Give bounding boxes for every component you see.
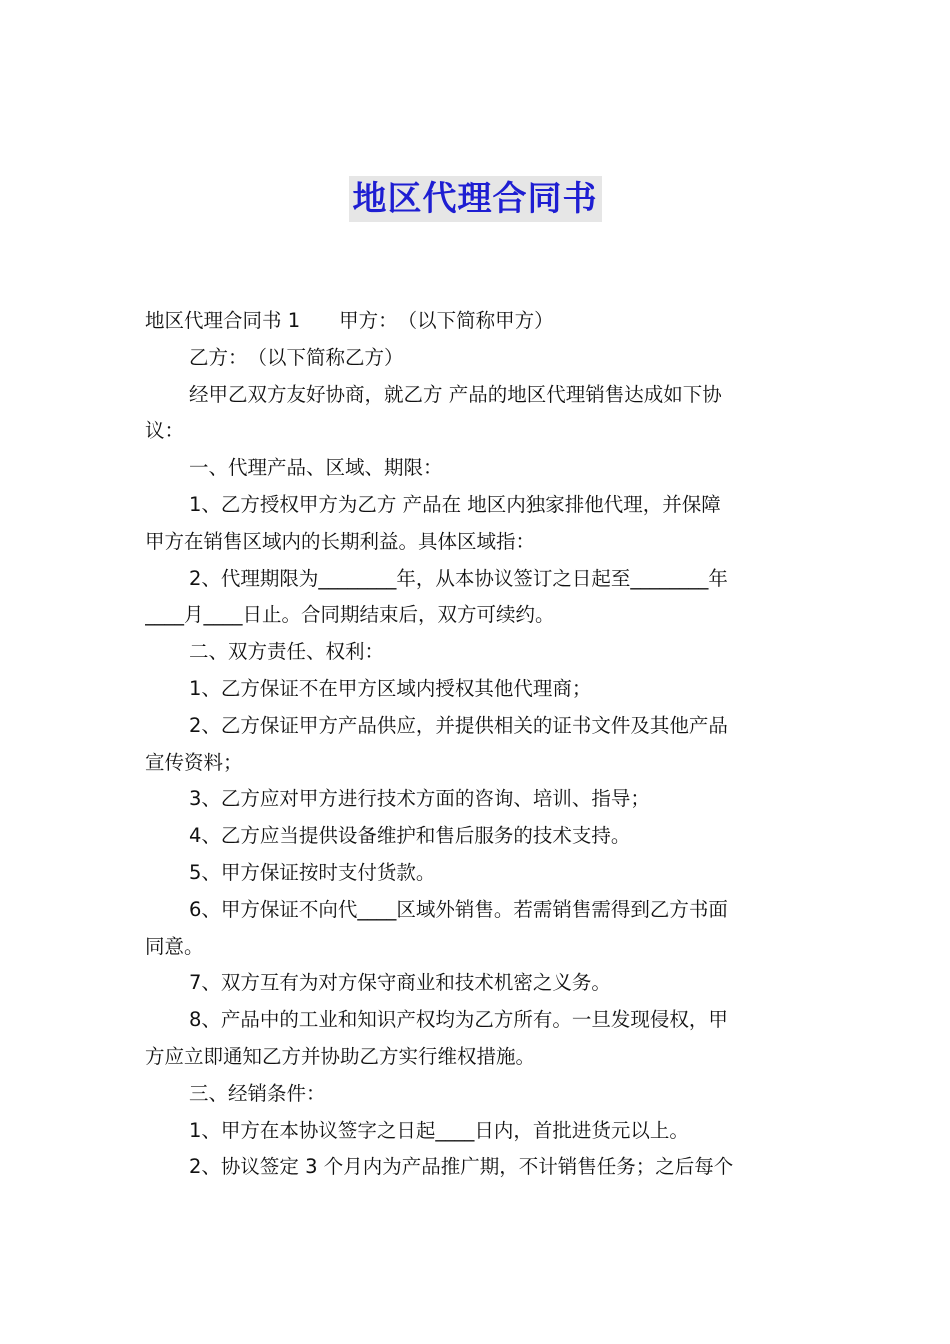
body-line: 宣传资料； [145,750,243,774]
section-heading: 二、双方责任、权利： [189,640,385,664]
body-line: 甲方在销售区域内的长期利益。具体区域指： [145,529,536,553]
body-line: 5、甲方保证按时支付货款。 [189,860,436,884]
body-line: 4、乙方应当提供设备维护和售后服务的技术支持。 [189,824,631,848]
body-line: 6、甲方保证不向代____区域外销售。若需销售需得到乙方书面 [189,897,728,921]
body-line: 7、双方互有为对方保守商业和技术机密之义务。 [189,971,611,995]
body-line: 2、乙方保证甲方产品供应，并提供相关的证书文件及其他产品 [189,713,728,737]
body-line: 1、甲方在本协议签字之日起____日内，首批进货元以上。 [189,1118,689,1142]
section-heading: 一、代理产品、区域、期限： [189,456,443,480]
document-title: 地区代理合同书 [349,176,602,222]
document-body [145,303,807,1186]
body-line: 地区代理合同书 1 甲方： （以下简称甲方） [145,309,554,332]
body-line: ____月____日止。合同期结束后，双方可续约。 [145,603,555,627]
body-line: 同意。 [145,934,204,958]
body-line: 经甲乙双方友好协商，就乙方 产品的地区代理销售达成如下协 [189,382,722,406]
body-line: 1、乙方保证不在甲方区域内授权其他代理商； [189,676,592,700]
body-line: 1、乙方授权甲方为乙方 产品在 地区内独家排他代理，并保障 [189,492,721,516]
body-line: 8、产品中的工业和知识产权均为乙方所有。一旦发现侵权，甲 [189,1008,728,1032]
body-line: 2、代理期限为________年，从本协议签订之日起至________年 [189,566,728,590]
body-line: 乙方： （以下简称乙方） [189,345,404,369]
body-line: 议： [145,419,185,443]
body-line: 方应立即通知乙方并协助乙方实行维权措施。 [145,1044,536,1068]
title-container [0,176,950,222]
body-line: 2、协议签定 3 个月内为产品推广期，不计销售任务；之后每个 [189,1155,734,1179]
body-line: 3、乙方应对甲方进行技术方面的咨询、培训、指导； [189,787,650,811]
section-heading: 三、经销条件： [189,1081,326,1105]
